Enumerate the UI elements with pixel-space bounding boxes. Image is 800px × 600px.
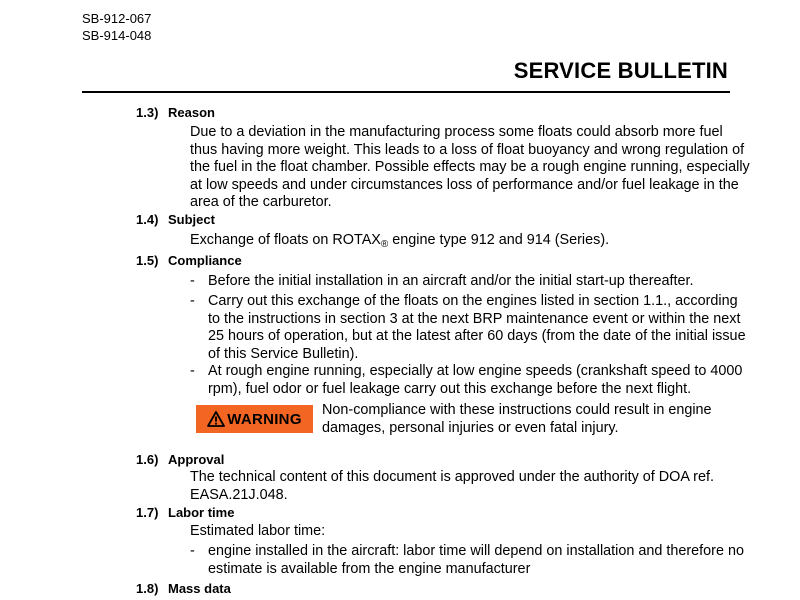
document-ids [82, 10, 151, 44]
bullet-text: Carry out this exchange of the floats on the engines listed in section 1.1., according to the instructions in section 3 at the next BRP maintenance event or within the next 25 hours of operation, but at the latest after 60 days (from the date of the initial issue of this Service Bulletin). [208, 293, 746, 362]
subject-paragraph [190, 232, 750, 250]
compliance-bullet [190, 363, 750, 398]
section-heading-subject [136, 212, 215, 227]
section-title: Reason [168, 105, 215, 120]
section-heading-mass-data [136, 581, 231, 596]
warning-text: Non-compliance with these instructions could result in engine damages, personal injuries or even fatal injury. [322, 402, 712, 436]
reason-paragraph: Due to a deviation in the manufacturing process some floats could absorb more fuel thus having more weight. This leads to a loss of float buoyancy and wrong regulation of the fuel in the float chamber. Possible effects may be a rough engine running, especially at low speeds and under circumstances loss of performance and/or fuel leakage in the area of the carburetor. [190, 124, 750, 210]
section-heading-labor-time [136, 505, 234, 520]
section-number: 1.5) [136, 253, 159, 268]
compliance-bullet [190, 293, 750, 363]
section-title: Labor time [168, 505, 235, 520]
warning-badge [196, 405, 313, 433]
bullet-dash: - [190, 273, 195, 289]
doc-id-914: SB-914-048 [82, 28, 152, 43]
bullet-text: Before the initial installation in an aircraft and/or the initial start-up thereafter. [208, 273, 694, 289]
section-title: Subject [168, 212, 215, 227]
compliance-bullet [190, 273, 750, 291]
section-heading-approval [136, 452, 224, 467]
section-heading-reason [136, 105, 215, 120]
page-title: SERVICE BULLETIN [513, 58, 728, 83]
subject-text: Exchange of floats on ROTAX [190, 232, 381, 248]
bullet-dash: - [190, 363, 195, 379]
warning-label: WARNING [227, 410, 302, 428]
section-heading-compliance [136, 253, 242, 268]
bullet-dash: - [190, 543, 195, 559]
section-number: 1.4) [136, 212, 159, 227]
registered-mark: ® [380, 239, 389, 250]
header-rule [82, 91, 730, 93]
section-number: 1.3) [136, 105, 159, 120]
section-title: Approval [168, 452, 225, 467]
section-title: Compliance [168, 253, 242, 268]
section-number: 1.6) [136, 452, 159, 467]
bullet-dash: - [190, 293, 195, 309]
section-number: 1.7) [136, 505, 159, 520]
labor-time-intro: Estimated labor time: [190, 523, 326, 539]
section-title: Mass data [168, 581, 231, 596]
bullet-text: engine installed in the aircraft: labor time will depend on installation and therefore no estimate is available from the engine manufacturer [208, 543, 744, 577]
section-number: 1.8) [136, 581, 159, 596]
doc-id-912: SB-912-067 [82, 11, 152, 26]
subject-text-end: engine type 912 and 914 (Series). [388, 232, 610, 248]
approval-paragraph: The technical content of this document is approved under the authority of DOA ref. EASA.21J.048. [190, 469, 714, 503]
labor-time-bullet [190, 543, 750, 578]
bullet-text: At rough engine running, especially at low engine speeds (crankshaft speed to 4000 rpm), fuel odor or fuel leakage carry out this exchange before the next flight. [208, 363, 743, 397]
warning-triangle-icon [207, 411, 225, 427]
